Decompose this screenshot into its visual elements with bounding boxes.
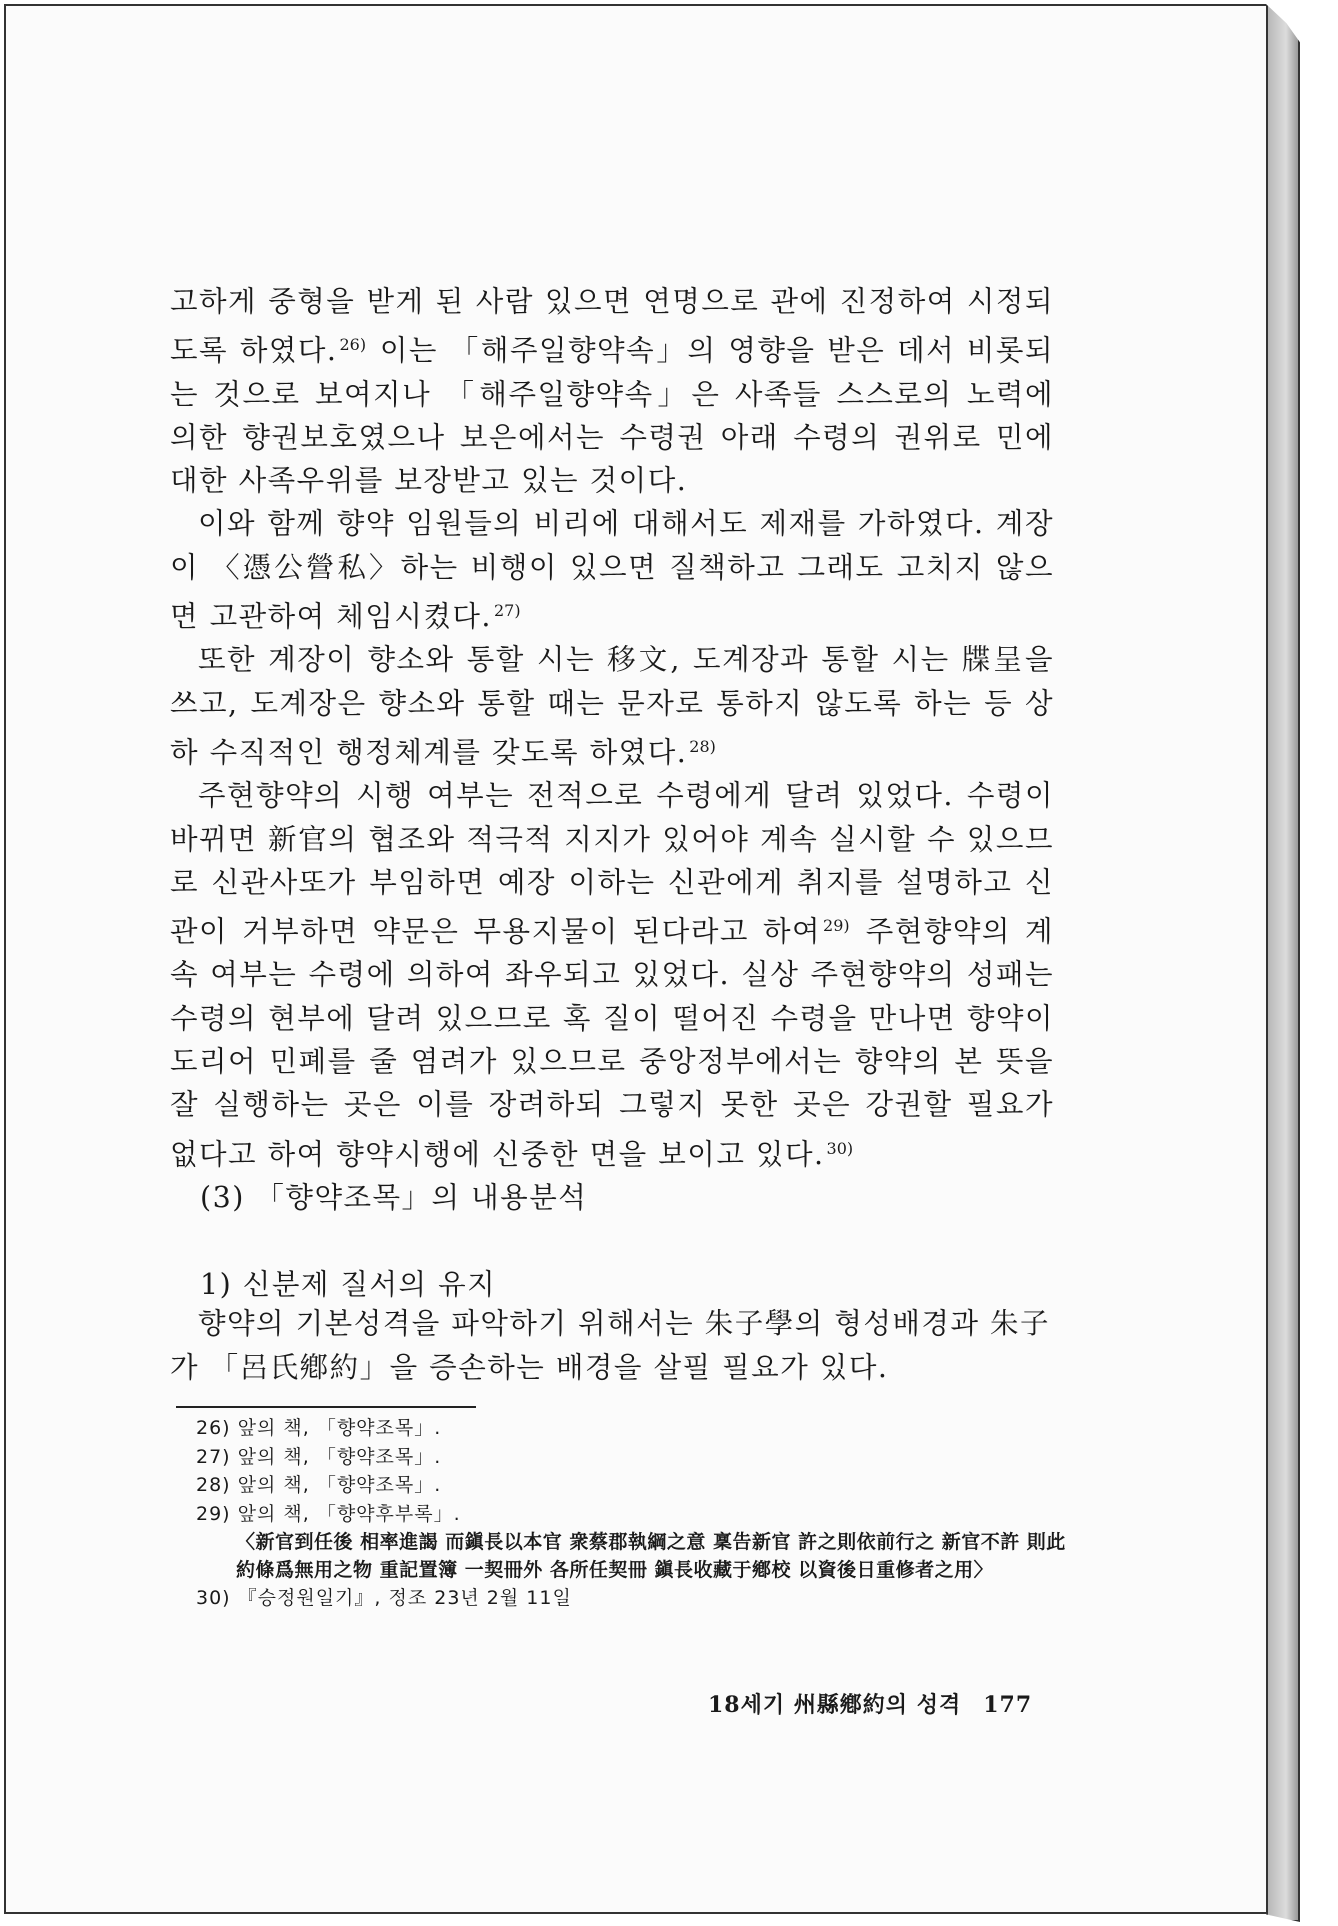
footnote-text: 앞의 책, 「향약후부록」.	[237, 1502, 461, 1525]
subsection-body-text	[170, 1302, 1054, 1390]
page-edge	[1266, 4, 1300, 1922]
main-body-text	[170, 280, 1054, 1176]
running-title: 18세기 州縣鄕約의 성격	[708, 1692, 962, 1718]
footnote-number: 30)	[196, 1587, 231, 1609]
footnote-ref-28[interactable]: 28)	[689, 736, 716, 756]
footnote-text: 앞의 책, 「향약조목」.	[237, 1445, 442, 1468]
footnote-26	[196, 1414, 1076, 1443]
footnote-number: 28)	[196, 1474, 231, 1496]
paragraph-4-text-b: 주현향약의 계속 여부는 수령에 의하여 좌우되고 있었다. 실상 주현향약의 성패는 수령의 현부에 달려 있으므로 혹 질이 떨어진 수령을 만나면 향약이 도리어 민폐를 줄 염려가 있으므로 중앙정부에서는 향약의 본 뜻을 잘 실행하는 곳은 이를 장려하되 그렇지 못한 곳은 강권할 필요가 없다고 하여 향약시행에 신중한 면을 보이고 있다.	[170, 915, 1054, 1171]
paragraph-4	[170, 774, 1054, 1176]
footnote-29-quote: 〈新官到任後 相率進謁 而鎭長以本官 衆蔡郡執綱之意 稟告新官 許之則依前行之 新官不許 則此約條爲無用之物 重記置簿 一契冊外 各所任契冊 鎭長收藏于鄕校 以資後日重修者之用〉	[236, 1531, 1066, 1581]
footnote-text: 앞의 책, 「향약조목」.	[237, 1417, 442, 1439]
footnote-text: 앞의 책, 「향약조목」.	[237, 1474, 442, 1496]
paragraph-4-text-a: 주현향약의 시행 여부는 전적으로 수령에게 달려 있었다. 수령이 바뀌면 新官의 협조와 적극적 지지가 있어야 계속 실시할 수 있으므로 신관사또가 부임하면 예장 이하는 신관에게 취지를 설명하고 신관이 거부하면 약문은 무용지물이 된다라고 하여	[170, 779, 1054, 949]
footnote-30	[196, 1584, 1076, 1613]
subsection-paragraph: 향약의 기본성격을 파악하기 위해서는 朱子學의 형성배경과 朱子가 「呂氏鄕約」을 증손하는 배경을 살필 필요가 있다.	[170, 1307, 1051, 1384]
paragraph-2	[170, 502, 1054, 638]
paragraph-1-text-b: 이는 「해주일향약속」의 영향을 받은 데서 비롯되는 것으로 보여지나 「해주일향약속」은 사족들 스스로의 노력에 의한 향권보호였으나 보은에서는 수령권 아래 수령의 권위로 민에 대한 사족우위를 보장받고 있는 것이다.	[170, 334, 1054, 498]
footnote-ref-30[interactable]: 30)	[826, 1138, 854, 1158]
footnote-number: 29)	[196, 1502, 231, 1525]
paragraph-3-text: 또한 계장이 향소와 통할 시는 移文, 도계장과 통할 시는 牒呈을 쓰고, 도계장은 향소와 통할 때는 문자로 통하지 않도록 하는 등 상하 수직적인 행정체계를 갖도록 하였다.	[170, 643, 1054, 769]
paragraph-1-text-a: 고하게 중형을 받게 된 사람 있으면 연명으로 관에 진정하여 시정되도록 하였다.	[170, 285, 1054, 368]
footnote-text: 『승정원일기』, 정조 23년 2월 11일	[237, 1587, 572, 1609]
page-number: 177	[983, 1692, 1033, 1718]
footnote-ref-26[interactable]: 26)	[339, 335, 367, 355]
footnote-27	[196, 1443, 1076, 1472]
footnote-number: 26)	[196, 1417, 231, 1439]
paragraph-1	[170, 280, 1054, 502]
footnote-number: 27)	[196, 1445, 231, 1468]
footnote-28	[196, 1471, 1076, 1500]
footnote-29	[196, 1500, 1076, 1529]
footnote-divider	[176, 1406, 476, 1408]
section-heading: (3) 「향약조목」의 내용분석	[200, 1181, 588, 1214]
subsection-heading: 1) 신분제 질서의 유지	[200, 1268, 497, 1301]
footnotes	[196, 1414, 1076, 1613]
page-footer	[708, 1688, 1032, 1719]
footnote-ref-27[interactable]: 27)	[494, 601, 521, 621]
footnote-ref-29[interactable]: 29)	[823, 916, 850, 936]
paragraph-3	[170, 638, 1054, 774]
paragraph-2-text: 이와 함께 향약 임원들의 비리에 대해서도 제재를 가하였다. 계장이 〈憑公營私〉하는 비행이 있으면 질책하고 그래도 고치지 않으면 고관하여 체임시켰다.	[170, 507, 1054, 634]
